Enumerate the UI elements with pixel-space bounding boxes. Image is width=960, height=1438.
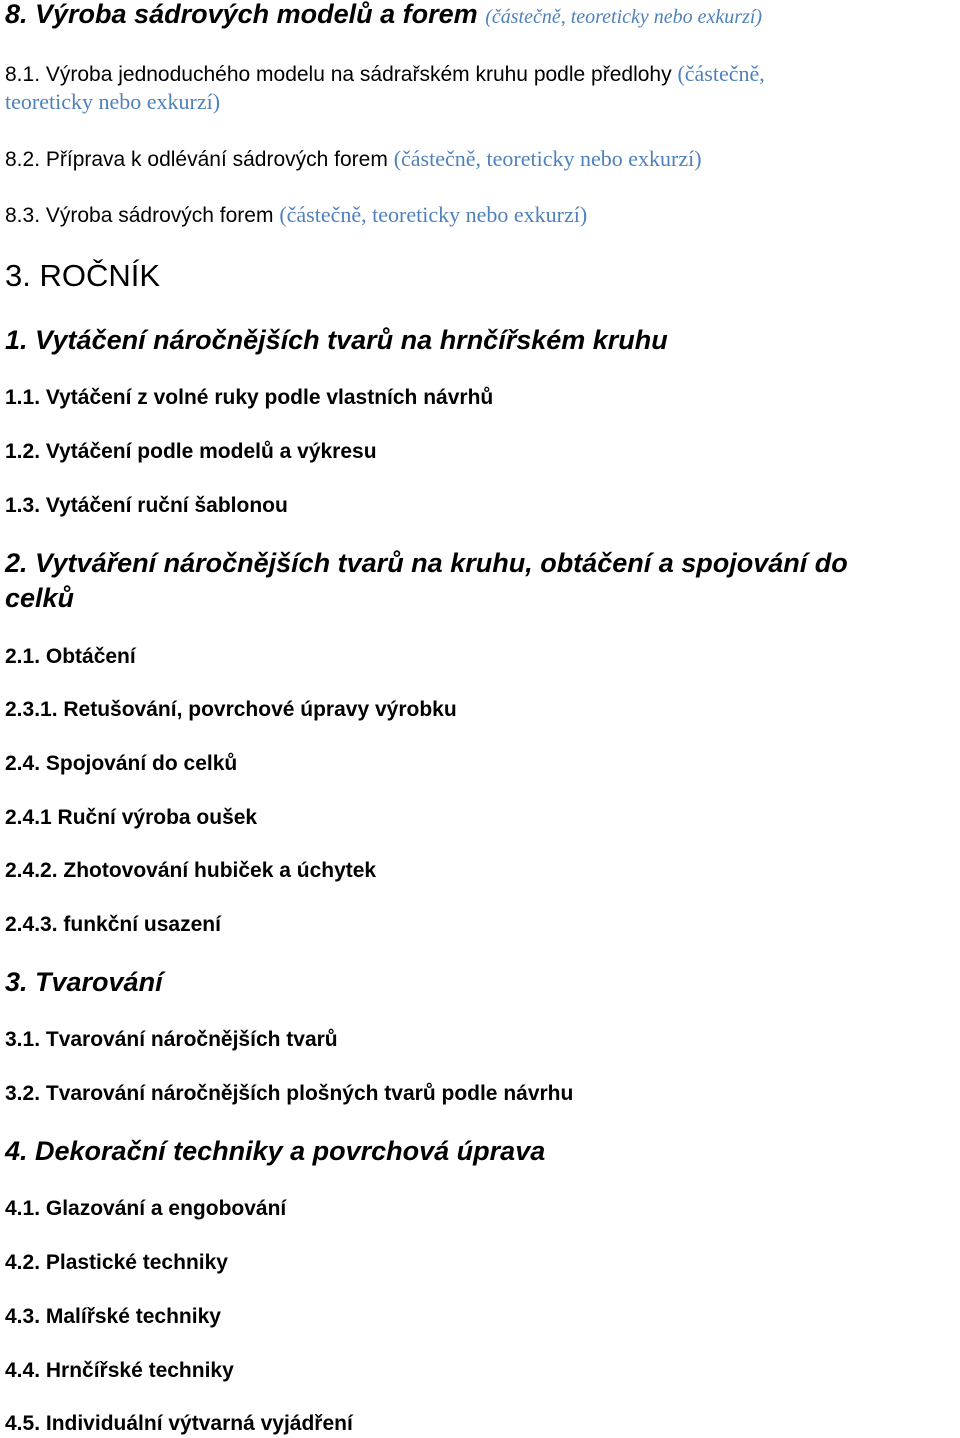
subheading-8-1-note-cont: teoreticky nebo exkurzí)	[5, 89, 221, 114]
subsection-4-4: 4.4. Hrnčířské techniky	[5, 1359, 234, 1382]
subsection-4-2: 4.2. Plastické techniky	[5, 1251, 228, 1274]
subsection-2-4-1: 2.4.1 Ruční výroba oušek	[5, 806, 258, 829]
subheading-8-1-note: (částečně,	[677, 61, 765, 86]
subsection-3-2: 3.2. Tvarování náročnějších plošných tvarů podle návrhu	[5, 1082, 574, 1105]
subsection-1-2: 1.2. Vytáčení podle modelů a výkresu	[5, 440, 377, 463]
section-2-heading-line2: celků	[5, 583, 75, 613]
section-1-heading: 1. Vytáčení náročnějších tvarů na hrnčířském kruhu	[5, 325, 668, 355]
heading-8-note: (částečně, teoreticky nebo exkurzí)	[485, 6, 763, 28]
year-heading: 3. ROČNÍK	[5, 258, 161, 293]
subsection-2-1: 2.1. Obtáčení	[5, 645, 136, 668]
subsection-2-3-1: 2.3.1. Retušování, povrchové úpravy výrobku	[5, 698, 457, 721]
subsection-2-4: 2.4. Spojování do celků	[5, 752, 238, 775]
subheading-8-3	[5, 201, 587, 230]
section-3-heading: 3. Tvarování	[5, 967, 163, 997]
subheading-8-3-note: (částečně, teoreticky nebo exkurzí)	[279, 202, 588, 227]
section-4-heading: 4. Dekorační techniky a povrchová úprava	[5, 1136, 546, 1166]
subheading-8-3-title: 8.3. Výroba sádrových forem	[5, 204, 274, 227]
subsection-2-4-3: 2.4.3. funkční usazení	[5, 913, 221, 936]
section-2-heading-line1: 2. Vytváření náročnějších tvarů na kruhu, obtáčení a spojování do	[5, 548, 848, 578]
subheading-8-1	[5, 60, 765, 89]
subheading-8-2-title: 8.2. Příprava k odlévání sádrových forem	[5, 148, 388, 171]
subsection-2-4-2: 2.4.2. Zhotovování hubiček a úchytek	[5, 859, 377, 882]
subheading-8-1-cont	[5, 88, 220, 117]
subheading-8-2-note: (částečně, teoreticky nebo exkurzí)	[393, 146, 702, 171]
heading-8-title: 8. Výroba sádrových modelů a forem	[5, 0, 478, 29]
subheading-8-1-title: 8.1. Výroba jednoduchého modelu na sádrařském kruhu podle předlohy	[5, 63, 672, 86]
subsection-3-1: 3.1. Tvarování náročnějších tvarů	[5, 1028, 338, 1051]
subsection-1-3: 1.3. Vytáčení ruční šablonou	[5, 494, 288, 517]
heading-8	[5, 0, 762, 35]
subheading-8-2	[5, 145, 702, 174]
subsection-4-3: 4.3. Malířské techniky	[5, 1305, 221, 1328]
subsection-4-1: 4.1. Glazování a engobování	[5, 1197, 287, 1220]
subsection-1-1: 1.1. Vytáčení z volné ruky podle vlastních návrhů	[5, 386, 494, 409]
subsection-4-5: 4.5. Individuální výtvarná vyjádření	[5, 1412, 353, 1435]
